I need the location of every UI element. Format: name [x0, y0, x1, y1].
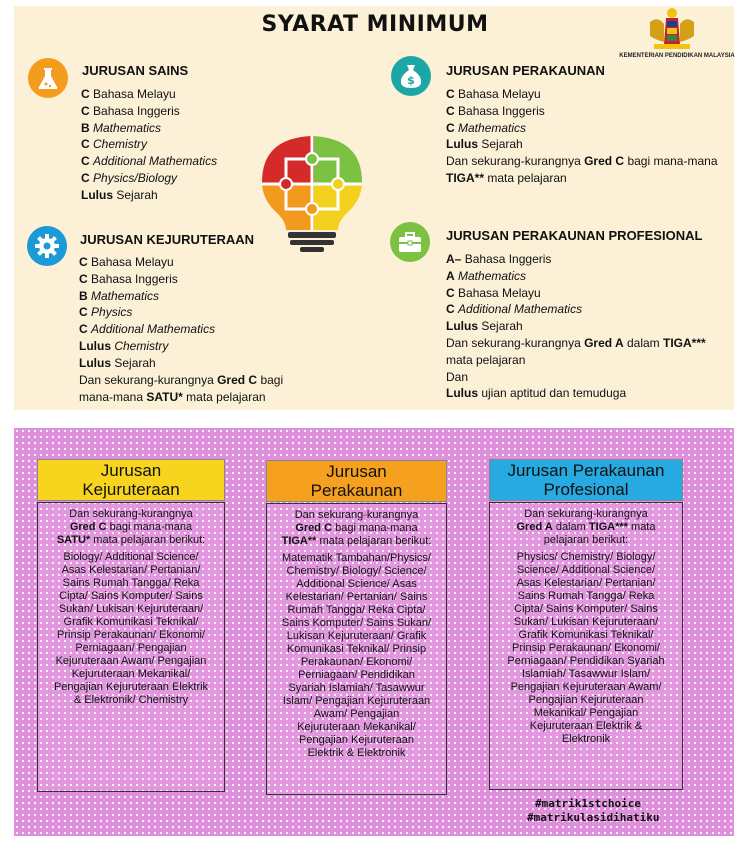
grade: C	[81, 170, 90, 185]
grade: C	[81, 137, 90, 152]
subject-list-line: Grafik Komunikasi Teknikal/	[518, 629, 654, 641]
subject-list-line: Islamiah/ Tasawwur Islam/	[521, 668, 651, 680]
subject-list-line: Elektronik	[561, 733, 611, 745]
grade: C	[81, 103, 90, 118]
subject-list-line: Mekanikal/ Pengajian	[533, 707, 639, 719]
subject: Chemistry	[93, 137, 148, 152]
subject-list-line: Islam/ Pengajian Kejuruteraan	[282, 695, 431, 707]
requirement-line	[79, 338, 215, 355]
page-title: SYARAT MINIMUM	[261, 12, 489, 37]
requirement-line	[446, 120, 545, 137]
grade: C	[79, 271, 88, 286]
grade: B	[81, 120, 90, 135]
subject: Additional Mathematics	[458, 302, 583, 317]
subject-list-line: Asas Kelestarian/ Pertanian/	[61, 564, 201, 576]
requirement-line	[81, 103, 217, 120]
subject-list-line: Lukisan Kejuruteraan/ Grafik	[286, 630, 427, 642]
perakaunan-subject-list	[271, 552, 442, 760]
profesional-title: JURUSAN PERAKAUNAN PROFESIONAL	[446, 228, 703, 243]
requirement-line	[446, 301, 582, 318]
hashtag-matrik1stchoice: #matrik1stchoice	[535, 797, 641, 810]
ministry-label: KEMENTERIAN PENDIDIKAN MALAYSIA	[619, 53, 735, 59]
requirement-line	[79, 254, 215, 271]
subject-list-line: Pengajian Kejuruteraan	[299, 734, 414, 746]
subject-list-line: Awam/ Pengajian	[313, 708, 400, 720]
requirement-line	[81, 120, 217, 137]
grade: C	[79, 322, 88, 337]
subject: Bahasa Inggeris	[458, 103, 545, 118]
requirement-line	[79, 288, 215, 305]
requirement-line	[81, 187, 217, 204]
grade: C	[446, 103, 455, 118]
subject: Sejarah	[116, 187, 158, 202]
perakaunan-title: JURUSAN PERAKAUNAN	[446, 63, 605, 78]
requirement-line	[79, 321, 215, 338]
requirement-line	[81, 136, 217, 153]
requirement-line	[446, 318, 582, 335]
profesional-note: Dan sekurang-kurangnya Gred A dalam TIGA*** mata pelajaran Dan Lulus ujian aptitud dan temuduga	[446, 336, 706, 401]
subject: Sejarah	[481, 319, 523, 334]
requirement-line	[446, 251, 582, 268]
profesional-requirements	[446, 251, 582, 335]
kejuruteraan-note: Dan sekurang-kurangnya Gred C bagi mana-mana SATU* mata pelajaran	[79, 373, 284, 404]
subject: Mathematics	[458, 268, 527, 283]
subject-list-line: Cipta/ Sains Komputer/ Sains	[514, 603, 658, 615]
subject-list-line: Prinsip Perakaunan/ Ekonomi/	[57, 629, 205, 641]
subject-list-line: Kejuruteraan Mekanikal/	[297, 721, 416, 733]
grade: Lulus	[81, 187, 113, 202]
subject-list-line: Perniagaan/ Pendidikan Syariah	[507, 655, 665, 667]
subject: Bahasa Melayu	[458, 285, 541, 300]
subject-list-line: Perniagaan/ Pengajian	[75, 642, 187, 654]
subject-list-line: Perniagaan/ Pendidikan	[298, 669, 415, 681]
subject-list-line: Grafik Komunikasi Teknikal/	[63, 616, 199, 628]
requirement-line	[79, 304, 215, 321]
subject-list-line: Sukan/ Lukisan Kejuruteraan/	[513, 616, 659, 628]
subject-list-line: Kejuruteraan Elektrik &	[529, 720, 643, 732]
subject-list-line: Kejuruteraan Awam/ Pengajian	[55, 655, 207, 667]
kejuruteraan-requirements	[79, 254, 215, 372]
grade: C	[446, 120, 455, 135]
subject-list-line: Biology/ Additional Science/	[63, 551, 199, 563]
grade: Lulus	[79, 355, 111, 370]
subject-list-line: Cipta/ Sains Komputer/ Sains	[59, 590, 203, 602]
crest-logo	[636, 6, 708, 52]
requirement-line	[79, 355, 215, 372]
requirement-line	[446, 268, 582, 285]
subject-list-line: Syariah Islamiah/ Tasawwur	[288, 682, 425, 694]
subject: Chemistry	[114, 338, 169, 353]
subject: Additional Mathematics	[91, 322, 216, 337]
kejuruteraan-subject-list	[42, 551, 220, 707]
subject-list-line: Pengajian Kejuruteraan Elektrik	[53, 681, 209, 693]
grade: C	[81, 87, 90, 101]
subject: Mathematics	[91, 288, 160, 303]
subject-list-line: Sains Rumah Tangga/ Reka	[517, 590, 655, 602]
subject: Mathematics	[93, 120, 162, 135]
subject-list-line: Science/ Additional Science/	[516, 564, 656, 576]
subject: Bahasa Inggeris	[93, 103, 180, 118]
subject: Bahasa Melayu	[93, 87, 176, 101]
subject: Bahasa Melayu	[458, 87, 541, 101]
subject-list-line: Sains Rumah Tangga/ Reka	[62, 577, 200, 589]
perakaunan-note: Dan sekurang-kurangnya Gred C bagi mana-mana TIGA** mata pelajaran	[446, 154, 718, 185]
subject-list-line: Sains Komputer/ Sains Sukan/	[281, 617, 432, 629]
requirement-line	[446, 103, 545, 120]
subject: Bahasa Inggeris	[464, 252, 552, 266]
grade: A–	[446, 252, 462, 266]
hashtag-matrikulasidihatiku: #matrikulasidihatiku	[527, 811, 660, 824]
subject: Additional Mathematics	[93, 154, 218, 169]
subject-list-line: Chemistry/ Biology/ Science/	[286, 565, 427, 577]
subject-list-line: Prinsip Perakaunan/ Ekonomi/	[512, 642, 660, 654]
grade: Lulus	[79, 338, 111, 353]
subject: Bahasa Inggeris	[91, 271, 178, 286]
subject: Mathematics	[458, 120, 527, 135]
subject-list-line: Asas Kelestarian/ Pertanian/	[516, 577, 656, 589]
requirement-line	[79, 271, 215, 288]
grade: C	[446, 285, 455, 300]
flask-icon	[28, 58, 68, 98]
subject: Bahasa Melayu	[91, 255, 174, 269]
requirement-line	[81, 86, 217, 103]
lightbulb-puzzle-illustration	[258, 134, 366, 254]
grade: Lulus	[446, 319, 478, 334]
subject-list-line: Physics/ Chemistry/ Biology/	[516, 551, 656, 563]
grade: A	[446, 268, 455, 283]
subject: Sejarah	[481, 137, 523, 152]
svg-text:$: $	[407, 74, 415, 87]
requirement-line	[81, 153, 217, 170]
sains-title: JURUSAN SAINS	[82, 63, 189, 78]
subject-list-line: Komunikasi Teknikal/ Prinsip	[286, 643, 427, 655]
profesional-subject-box: Dan sekurang-kurangnya Gred A dalam TIGA*** mata pelajaran berikut: Physics/ Chemistry/ Biology/ Science/ Additional Science/ Asas Kelestarian/ Pertanian/ Sains Rumah Tangga/ Reka Cipta/ Sains Komputer/ Sains Sukan/ Lukisan Kejuruteraan/ Grafik Komunikasi Teknikal/ Prinsip Perakaunan/ Ekonomi/ Perniagaan/ Pendidikan Syariah Islamiah/ Tasawwur Islam/ Pengajian Kejuruteraan Awam/ Pengajian Kejuruteraan Mekanikal/ Pengajian Kejuruteraan Elektrik & Elektronik	[489, 502, 683, 790]
sains-requirements	[81, 86, 217, 204]
subject-list-line: Rumah Tangga/ Reka Cipta/	[287, 604, 426, 616]
subject-list-line: Kelestarian/ Pertanian/ Sains	[285, 591, 428, 603]
money-bag-icon	[391, 56, 431, 96]
grade: C	[79, 305, 88, 320]
grade: C	[81, 154, 90, 169]
requirement-line	[81, 170, 217, 187]
perakaunan-subject-box: Dan sekurang-kurangnya Gred C bagi mana-mana TIGA** mata pelajaran berikut: Matematik Tambahan/Physics/ Chemistry/ Biology/ Science/ Additional Science/ Asas Kelestarian/ Pertanian/ Sains Rumah Tangga/ Reka Cipta/ Sains Komputer/ Sains Sukan/ Lukisan Kejuruteraan/ Grafik Komunikasi Teknikal/ Prinsip Perakaunan/ Ekonomi/ Perniagaan/ Pendidikan Syariah Islamiah/ Tasawwur Islam/ Pengajian Kejuruteraan Awam/ Pengajian Kejuruteraan Mekanikal/ Pengajian Kejuruteraan Elektrik & Elektronik	[266, 503, 447, 795]
perakaunan-requirements	[446, 86, 545, 153]
kejuruteraan-subject-box: Dan sekurang-kurangnya Gred C bagi mana-mana SATU* mata pelajaran berikut: Biology/ Additional Science/ Asas Kelestarian/ Pertanian/ Sains Rumah Tangga/ Reka Cipta/ Sains Komputer/ Sains Sukan/ Lukisan Kejuruteraan/ Grafik Komunikasi Teknikal/ Prinsip Perakaunan/ Ekonomi/ Perniagaan/ Pengajian Kejuruteraan Awam/ Pengajian Kejuruteraan Mekanikal/ Pengajian Kejuruteraan Elektrik & Elektronik/ Chemistry	[37, 502, 225, 792]
requirement-line	[446, 86, 545, 103]
subject-list-line: Kejuruteraan Mekanikal/	[71, 668, 191, 680]
kejuruteraan-column-title: Jurusan Kejuruteraan	[37, 459, 225, 501]
briefcase-icon	[390, 222, 430, 262]
profesional-column-title: Jurusan Perakaunan Profesional	[489, 459, 683, 501]
kejuruteraan-title: JURUSAN KEJURUTERAAN	[80, 232, 255, 247]
grade: Lulus	[446, 137, 478, 152]
subject-list-line: Additional Science/ Asas	[296, 578, 417, 590]
grade: B	[79, 288, 88, 303]
gear-icon	[27, 226, 67, 266]
grade: C	[446, 87, 455, 101]
subject-list-line: Matematik Tambahan/Physics/	[282, 552, 431, 564]
subject-list-line: Pengajian Kejuruteraan Awam/	[510, 681, 662, 693]
grade: C	[79, 255, 88, 269]
subject-list-line: Sukan/ Lukisan Kejuruteraan/	[58, 603, 204, 615]
subject: Sejarah	[114, 355, 156, 370]
profesional-subject-list	[494, 551, 678, 746]
subject-list-line: Pengajian Kejuruteraan	[528, 694, 644, 706]
subject-list-line: Perakaunan/ Ekonomi/	[300, 656, 413, 668]
requirement-line	[446, 136, 545, 153]
subject-list-line: & Elektronik/ Chemistry	[73, 694, 189, 706]
requirement-line	[446, 285, 582, 302]
grade: C	[446, 302, 455, 317]
subject: Physics/Biology	[93, 170, 178, 185]
perakaunan-column-title: Jurusan Perakaunan	[266, 460, 447, 502]
subject: Physics	[91, 305, 133, 320]
subject-list-line: Elektrik & Elektronik	[307, 747, 406, 759]
